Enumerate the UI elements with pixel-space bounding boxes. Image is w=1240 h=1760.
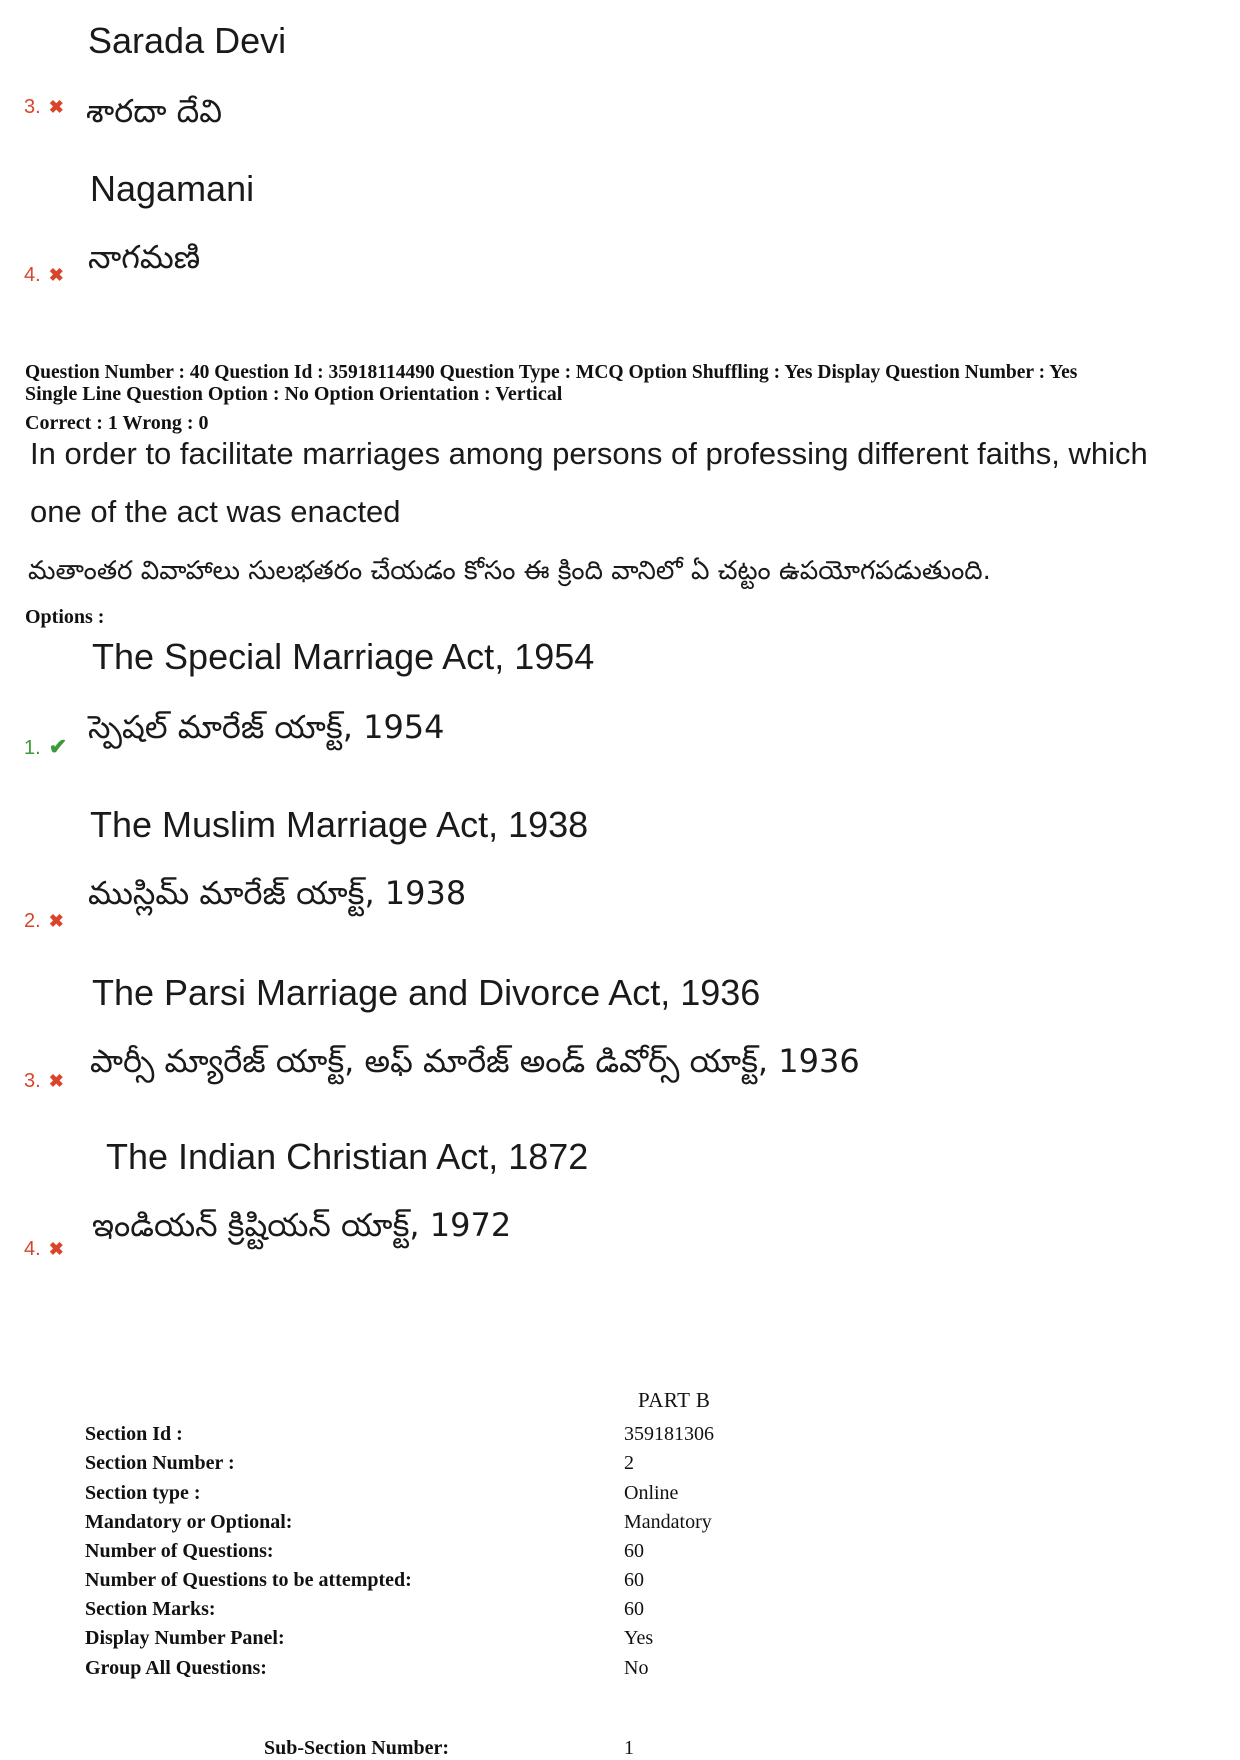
option-1-number (24, 734, 67, 760)
num-questions-label: Number of Questions: (85, 1540, 274, 1562)
question-meta-line1: Question Number : 40 Question Id : 35918114490 Question Type : MCQ Option Shuffling : Yes Display Question Number : Yes (25, 362, 1078, 383)
option-number: 2. (24, 910, 41, 932)
sub-section-value: 1 (624, 1737, 634, 1759)
option-1-te: స్పెషల్ మారేజ్ యాక్ట్, 1954 (88, 708, 445, 746)
option-number: 3. (24, 96, 41, 118)
section-heading: PART B (638, 1388, 711, 1412)
option-number: 4. (24, 1238, 41, 1260)
mandatory-label: Mandatory or Optional: (85, 1511, 293, 1533)
wrong-icon: ✖ (48, 97, 64, 117)
num-questions-value: 60 (624, 1540, 644, 1562)
option-2-te: ముస్లిమ్ మారేజ్ యాక్ట్, 1938 (88, 874, 467, 912)
option-4-number (24, 1238, 64, 1261)
group-questions-value: No (624, 1657, 649, 1679)
option-3-number (24, 1070, 64, 1093)
question-text-te: మతాంతర వివాహాలు సులభతరం చేయడం కోసం ఈ క్రింది వానిలో ఏ చట్టం ఉపయోగపడుతుంది. (28, 556, 991, 586)
prev-option-4-number (24, 264, 64, 287)
prev-option-3-en: Sarada Devi (88, 20, 287, 61)
num-attempt-label: Number of Questions to be attempted: (85, 1569, 412, 1591)
sub-section-label: Sub-Section Number: (264, 1737, 450, 1759)
option-3-en: The Parsi Marriage and Divorce Act, 1936 (92, 972, 761, 1013)
check-icon: ✔ (48, 734, 68, 759)
prev-option-3-number (24, 96, 64, 119)
wrong-icon: ✖ (48, 911, 64, 931)
num-attempt-value: 60 (624, 1569, 644, 1591)
question-meta-line2: Single Line Question Option : No Option Orientation : Vertical (25, 383, 563, 405)
display-panel-value: Yes (624, 1627, 654, 1649)
section-type-label: Section type : (85, 1482, 201, 1504)
prev-option-4-te: నాగమణి (88, 238, 201, 276)
section-id-value: 359181306 (624, 1423, 714, 1445)
prev-option-4-en: Nagamani (90, 168, 255, 209)
question-marks: Correct : 1 Wrong : 0 (25, 412, 209, 434)
section-type-value: Online (624, 1482, 679, 1504)
section-number-label: Section Number : (85, 1452, 235, 1474)
option-2-number (24, 910, 64, 933)
option-3-te: పార్సీ మ్యారేజ్ యాక్ట్, అఫ్ మారేజ్ అండ్ డివోర్స్ యాక్ట్, 1936 (90, 1042, 860, 1080)
option-2-en: The Muslim Marriage Act, 1938 (90, 804, 589, 845)
section-marks-label: Section Marks: (85, 1598, 216, 1620)
group-questions-label: Group All Questions: (85, 1657, 267, 1679)
section-marks-value: 60 (624, 1598, 644, 1620)
prev-option-3-te: శారదా దేవి (86, 92, 222, 130)
display-panel-label: Display Number Panel: (85, 1627, 285, 1649)
option-1-en: The Special Marriage Act, 1954 (92, 636, 595, 677)
mandatory-value: Mandatory (624, 1511, 712, 1533)
option-number: 3. (24, 1070, 41, 1092)
section-number-value: 2 (624, 1452, 634, 1474)
options-label: Options : (25, 606, 105, 628)
option-number: 4. (24, 264, 41, 286)
question-text-en-line1: In order to facilitate marriages among persons of professing different faiths, which (30, 436, 1148, 471)
wrong-icon: ✖ (48, 265, 64, 285)
option-4-en: The Indian Christian Act, 1872 (106, 1136, 589, 1177)
section-id-label: Section Id : (85, 1423, 183, 1445)
wrong-icon: ✖ (48, 1239, 64, 1259)
option-4-te: ఇండియన్ క్రిష్టియన్ యాక్ట్, 1972 (92, 1206, 512, 1244)
option-number: 1. (24, 737, 41, 759)
wrong-icon: ✖ (48, 1071, 64, 1091)
question-text-en-line2: one of the act was enacted (30, 494, 401, 529)
